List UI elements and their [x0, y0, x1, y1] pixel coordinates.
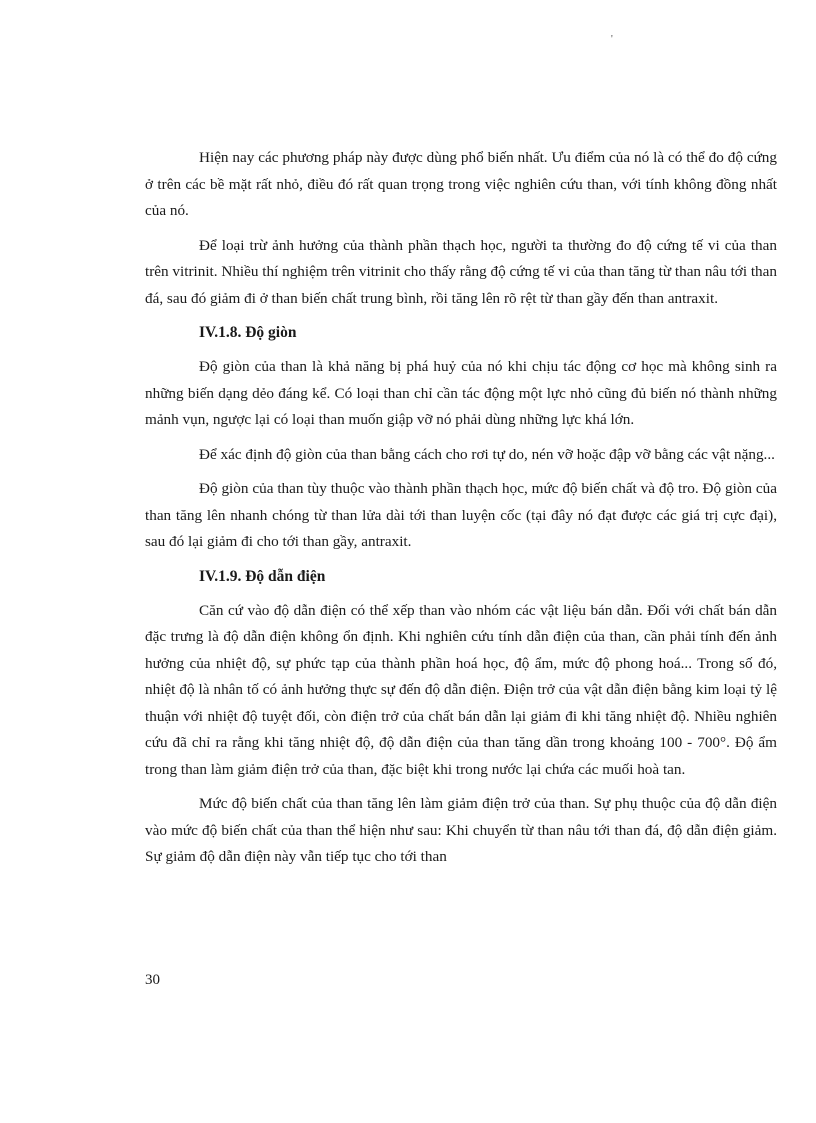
paragraph: Mức độ biến chất của than tăng lên làm giảm điện trở của than. Sự phụ thuộc của độ dẫn điện vào mức độ biến chất của than thể hiện như sau: Khi chuyển từ than nâu tới than đá, độ dẫn điện giảm. Sự giảm độ dẫn điện này vẫn tiếp tục cho tới than: [145, 795, 777, 865]
paragraph: Để xác định độ giòn của than bằng cách cho rơi tự do, nén vỡ hoặc đập vỡ bằng các vật nặng...: [199, 445, 775, 463]
section-heading: IV.1.8. Độ giòn: [199, 324, 297, 341]
page-number: 30: [145, 972, 160, 988]
paragraph: Căn cứ vào độ dẫn điện có thể xếp than vào nhóm các vật liệu bán dẫn. Đối với chất bán dẫn đặc trưng là độ dẫn điện không ổn định. Khi nghiên cứu tính dẫn điện của than, cần phải tính đến ảnh hưởng của nhiệt độ, sự phức tạp của thành phần hoá học, độ ẩm, mức độ phong hoá... Trong số đó, nhiệt độ là nhân tố có ảnh hưởng thực sự đến độ dẫn điện. Điện trở của vật dẫn điện bằng kim loại tỷ lệ thuận với nhiệt độ tuyệt đối, còn điện trở của chất bán dẫn lại giảm đi khi tăng nhiệt độ. Nhiều nghiên cứu đã chỉ ra rằng khi tăng nhiệt độ, độ dẫn điện của than tăng dần trong khoảng 100 - 700°. Độ ẩm trong than làm giảm điện trở của than, đặc biệt khi trong nước lại chứa các muối hoà tan.: [145, 601, 777, 778]
paragraph: Để loại trừ ảnh hưởng của thành phần thạch học, người ta thường đo độ cứng tế vi của than trên vitrinit. Nhiều thí nghiệm trên vitrinit cho thấy rằng độ cứng tế vi của than tăng từ than nâu tới than đá, sau đó giảm đi ở than biến chất trung bình, rồi tăng lên rõ rệt từ than gầy đến than antraxit.: [145, 236, 777, 307]
page-body: [145, 145, 777, 879]
scan-speck: ': [611, 34, 613, 45]
section-heading: IV.1.9. Độ dẫn điện: [199, 567, 326, 585]
paragraph: Độ giòn của than tùy thuộc vào thành phần thạch học, mức độ biến chất và độ tro. Độ giòn của than tăng lên nhanh chóng từ than lửa dài tới than luyện cốc (tại đây nó đạt được các giá trị cực đại), sau đó lại giảm đi cho tới than gầy, antraxit.: [145, 480, 777, 550]
paragraph: Độ giòn của than là khả năng bị phá huỷ của nó khi chịu tác động cơ học mà không sinh ra những biến dạng dẻo đáng kể. Có loại than chỉ cần tác động một lực nhỏ cũng đủ biến nó thành những mảnh vụn, ngược lại có loại than muốn giập vỡ nó phải dùng những lực khá lớn.: [145, 358, 777, 428]
paragraph: Hiện nay các phương pháp này được dùng phổ biến nhất. Ưu điểm của nó là có thể đo độ cứng ở trên các bề mặt rất nhỏ, điều đó rất quan trọng trong việc nghiên cứu than, với tính không đồng nhất của nó.: [145, 149, 777, 219]
